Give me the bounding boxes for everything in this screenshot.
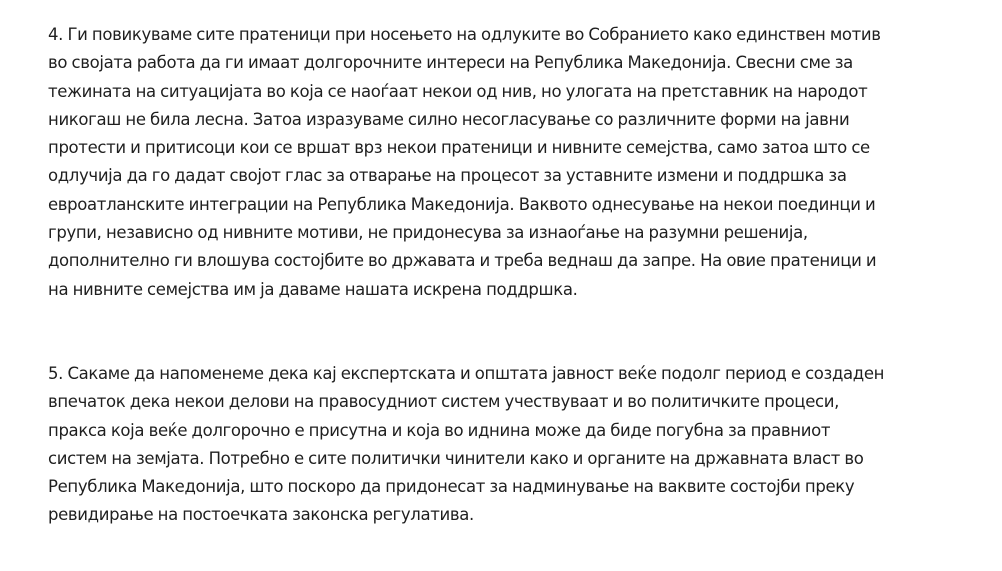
paragraph-line: 4. Ги повикуваме сите пратеници при носењето на одлуките во Собранието како единствен мотив (48, 25, 881, 44)
paragraph-line: групи, независно од нивните мотиви, не придонесува за изнаоѓање на разумни решенија, (48, 223, 808, 243)
paragraph-line: на нивните семејства им ја даваме нашата искрена поддршка. (48, 279, 578, 299)
paragraph-line: дополнително ги влошува состојбите во државата и треба веднаш да запре. На овие пратеници и (48, 251, 877, 271)
paragraph-line: тежината на ситуацијата во која се наоѓаат некои од нив, но улогата на претставник на народот (48, 81, 868, 101)
paragraph-line: впечаток дека некои делови на правосудниот систем учествуваат и во политичките процеси, (48, 392, 839, 412)
paragraph-line: протести и притисоци кои се вршат врз некои пратеници и нивните семејства, само затоа што се (48, 138, 870, 158)
paragraph-line: Република Македонија, што поскоро да придонесат за надминување на ваквите состојби преку (48, 477, 855, 497)
document-body (48, 21, 928, 530)
paragraph-line: евроатланските интеграции на Република Македонија. Ваквото однесување на некои поединци и (48, 194, 876, 214)
paragraph-line: никогаш не била лесна. Затоа изразуваме силно несогласување со различните форми на јавни (48, 109, 850, 129)
paragraph-5 (48, 360, 928, 530)
paragraph-line: одлучија да го дадат својот глас за отварање на процесот за уставните измени и поддршка за (48, 166, 847, 186)
paragraph-line: 5. Сакаме да напоменеме дека кај експертската и општата јавност веќе подолг период е создаден (48, 363, 885, 383)
paragraph-line: систем на земјата. Потребно е сите политички чинители како и органите на државната власт во (48, 448, 864, 468)
paragraph-line: ревидирање на постоечката законска регулатива. (48, 505, 474, 525)
paragraph-4 (48, 21, 928, 304)
paragraph-line: пракса која веќе долгорочно е присутна и која во иднина може да биде погубна за правниот (48, 420, 831, 440)
paragraph-line: во својата работа да ги имаат долгорочните интереси на Република Македонија. Свесни сме за (48, 53, 853, 73)
